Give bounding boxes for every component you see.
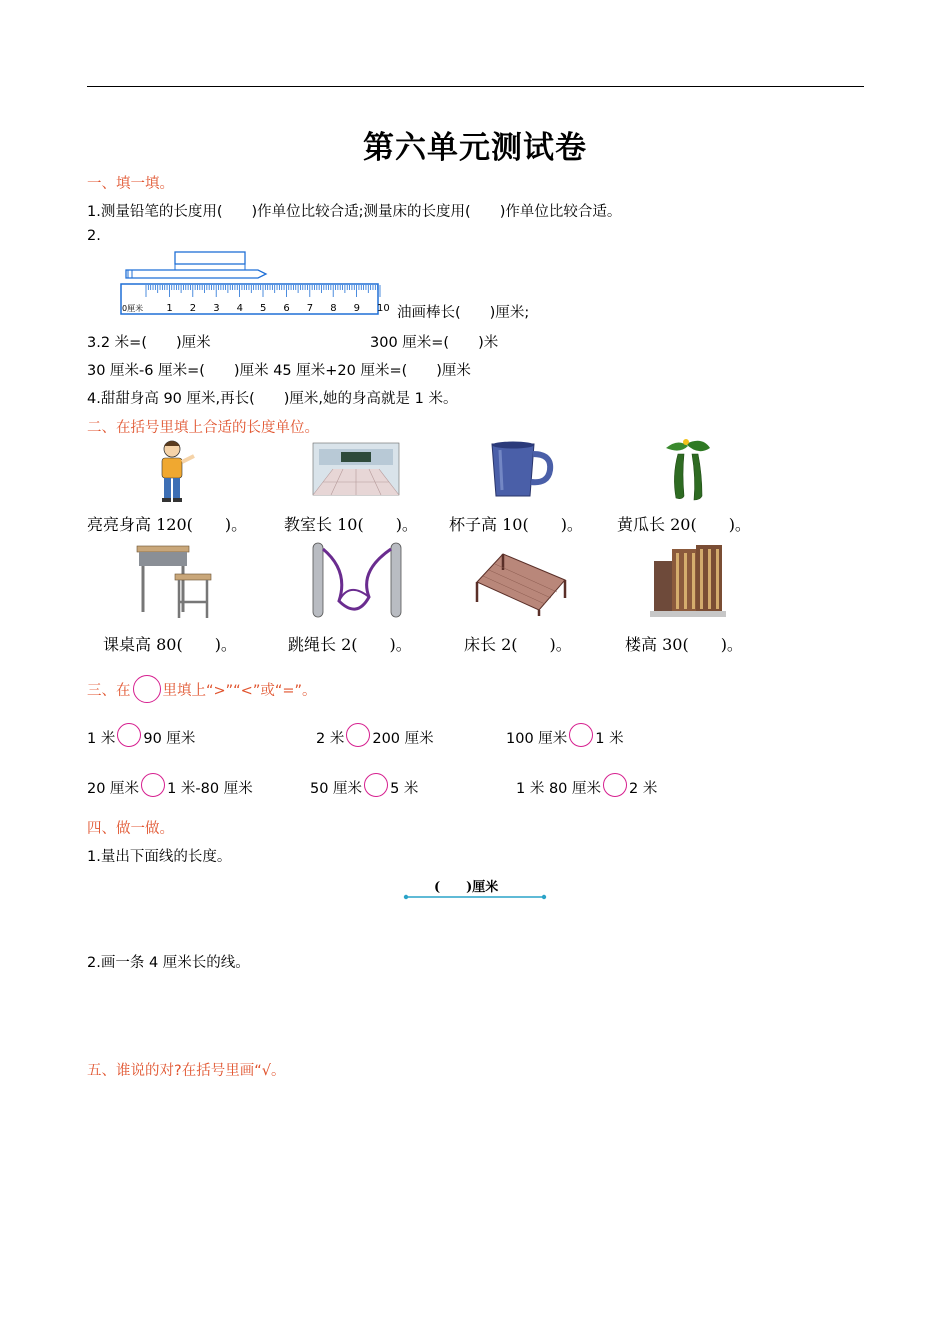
- classroom-icon: [313, 443, 399, 495]
- building-icon: [648, 543, 728, 619]
- ruler-tick-label: 1: [166, 303, 173, 314]
- s4-q2-text: 2.画一条 4 厘米长的线。: [87, 955, 250, 971]
- ruler-tick-label: 5: [260, 303, 267, 314]
- ruler-unit-label: 0厘米: [122, 304, 144, 313]
- section-5-heading: 五、谁说的对?在括号里画“√。: [87, 1063, 286, 1079]
- caption-jump-rope: 跳绳长 2( )。: [288, 635, 412, 654]
- ruler-body: [121, 284, 378, 314]
- section-3-heading-b: 里填上“>”“<”或“=”。: [162, 683, 317, 699]
- compare-right: 1 米-80 厘米: [167, 781, 253, 797]
- page-title: 第六单元测试卷: [363, 130, 587, 166]
- ruler-tick-label: 8: [330, 303, 337, 314]
- compare-answer-circle[interactable]: [364, 773, 388, 797]
- ruler-figure: [118, 248, 390, 320]
- compare-item-2: [316, 723, 434, 748]
- compare-right: 2 米: [629, 781, 658, 797]
- compare-left: 50 厘米: [310, 781, 363, 797]
- top-rule: [87, 86, 864, 87]
- section-3-heading-a: 三、在: [87, 683, 131, 699]
- compare-answer-circle[interactable]: [141, 773, 165, 797]
- q2-row1-right: 300 厘米=( )米: [370, 335, 499, 351]
- cucumber-icon: [658, 438, 716, 502]
- compare-right: 90 厘米: [143, 731, 196, 747]
- ruler-tick-label: 6: [283, 303, 290, 314]
- compare-answer-circle[interactable]: [346, 723, 370, 747]
- compare-item-6: [516, 773, 657, 798]
- caption-bed: 床长 2( )。: [464, 635, 572, 654]
- compare-left: 1 米: [87, 731, 116, 747]
- ruler-tick-label: 3: [213, 303, 220, 314]
- caption-building: 楼高 30( )。: [625, 635, 743, 654]
- s4-q1-text: 1.量出下面线的长度。: [87, 849, 232, 865]
- desk-icon: [133, 542, 219, 622]
- compare-answer-circle[interactable]: [117, 723, 141, 747]
- caption-boy: 亮亮身高 120( )。: [87, 515, 248, 534]
- measure-line: [402, 892, 548, 902]
- q2-row1-left: 3.2 米=( )厘米: [87, 335, 211, 351]
- compare-left: 2 米: [316, 731, 345, 747]
- jump-rope-icon: [309, 541, 405, 623]
- section-1-heading: 一、填一填。: [87, 176, 174, 192]
- caption-cup: 杯子高 10( )。: [449, 515, 583, 534]
- compare-right: 5 米: [390, 781, 419, 797]
- q4-text: 4.甜甜身高 90 厘米,再长( )厘米,她的身高就是 1 米。: [87, 391, 458, 407]
- section-4-heading: 四、做一做。: [87, 821, 174, 837]
- ruler-tick-label: 9: [353, 303, 360, 314]
- compare-left: 20 厘米: [87, 781, 140, 797]
- compare-item-1: [87, 723, 195, 748]
- ruler-tick-label: 7: [306, 303, 314, 314]
- q2-row2: 30 厘米-6 厘米=( )厘米 45 厘米+20 厘米=( )厘米: [87, 363, 471, 379]
- ruler-tick-label: 10: [377, 303, 390, 314]
- compare-item-3: [506, 723, 624, 748]
- compare-left: 100 厘米: [506, 731, 568, 747]
- compare-answer-circle[interactable]: [603, 773, 627, 797]
- compare-right: 200 厘米: [372, 731, 434, 747]
- compare-right: 1 米: [595, 731, 624, 747]
- caption-cucumber: 黄瓜长 20( )。: [617, 515, 751, 534]
- ruler-tick-label: 2: [189, 303, 197, 314]
- compare-answer-circle[interactable]: [569, 723, 593, 747]
- bed-icon: [473, 546, 569, 616]
- q2-number: 2.: [87, 228, 101, 244]
- compare-left: 1 米 80 厘米: [516, 781, 602, 797]
- compare-item-4: [87, 773, 253, 798]
- cup-icon: [488, 440, 556, 500]
- q1-text: 1.测量铅笔的长度用( )作单位比较合适;测量床的长度用( )作单位比较合适。: [87, 204, 622, 220]
- q2-text: 油画棒长( )厘米;: [397, 305, 530, 321]
- section-3-heading: [87, 675, 317, 703]
- compare-item-5: [310, 773, 418, 798]
- section-2-heading: 二、在括号里填上合适的长度单位。: [87, 420, 319, 436]
- measure-label: ( )厘米: [434, 880, 499, 895]
- ruler-tick-label: 4: [236, 303, 243, 314]
- crayon-icon: [126, 252, 266, 278]
- compare-circle-icon: [133, 675, 161, 703]
- caption-desk: 课桌高 80( )。: [103, 635, 237, 654]
- boy-icon: [152, 438, 198, 504]
- caption-classroom: 教室长 10( )。: [284, 515, 418, 534]
